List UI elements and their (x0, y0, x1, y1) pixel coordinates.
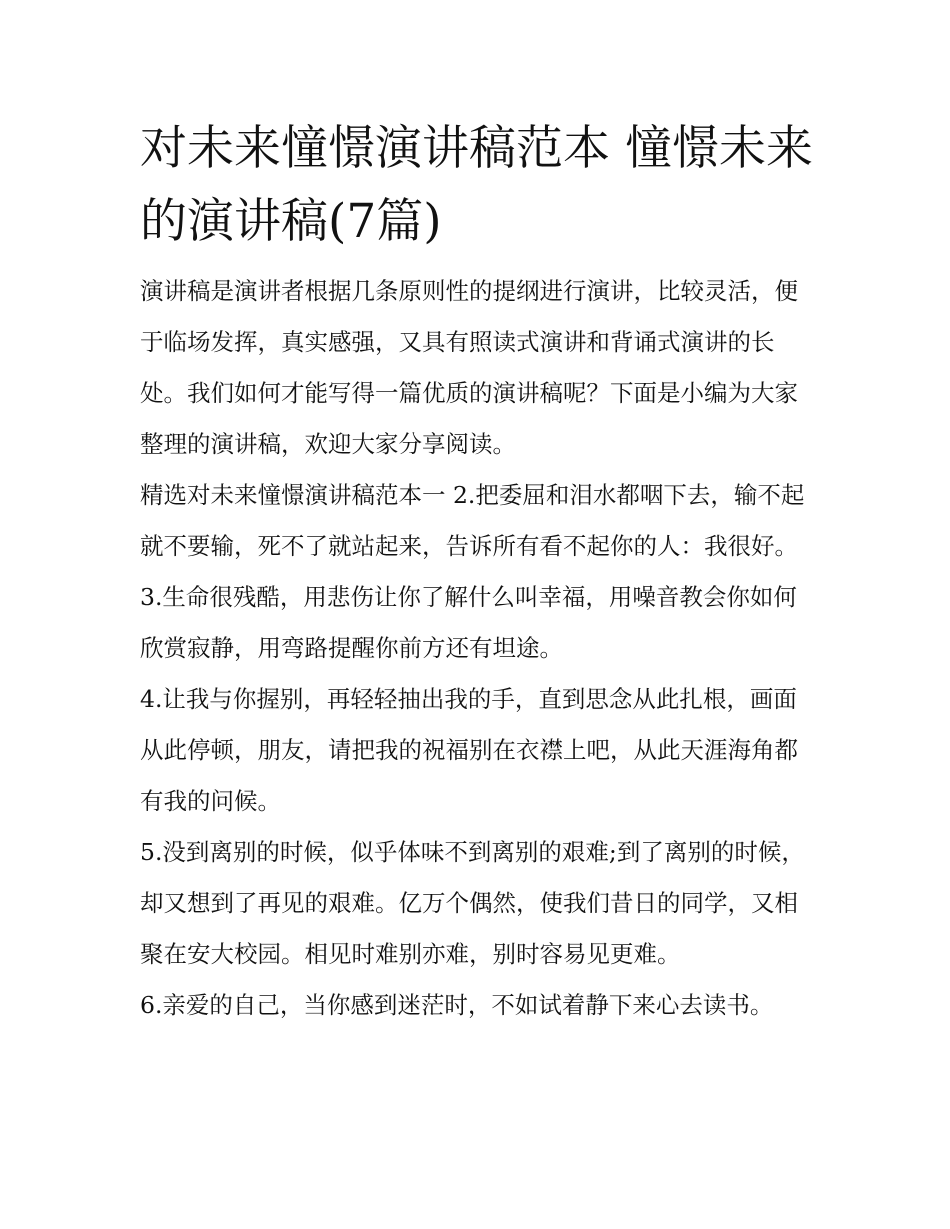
paragraph-item-3: 3.生命很残酷，用悲伤让你了解什么叫幸福，用噪音教会你如何欣赏寂静，用弯路提醒你前方还有坦途。 (140, 583, 797, 662)
paragraph-item-6: 6.亲爱的自己，当你感到迷茫时，不如试着静下来心去读书。 (140, 991, 774, 1019)
intro-paragraph: 演讲稿是演讲者根据几条原则性的提纲进行演讲，比较灵活，便于临场发挥，真实感强，又具有照读式演讲和背诵式演讲的长处。我们如何才能写得一篇优质的演讲稿呢？下面是小编为大家整理的演讲稿，欢迎大家分享阅读。 (140, 277, 798, 458)
paragraph-item-4: 4.让我与你握别，再轻轻抽出我的手，直到思念从此扎根，画面从此停顿，朋友，请把我的祝福别在衣襟上吧，从此天涯海角都有我的问候。 (140, 685, 798, 815)
paragraph-item-2: 精选对未来憧憬演讲稿范本一 2.把委屈和泪水都咽下去，输不起就不要输，死不了就站起来，告诉所有看不起你的人：我很好。 (140, 481, 805, 560)
document-title: 对未来憧憬演讲稿范本 憧憬未来的演讲稿(7篇) (140, 121, 813, 249)
paragraph-item-5: 5.没到离别的时候，似乎体味不到离别的艰难;到了离别的时候，却又想到了再见的艰难。亿万个偶然，使我们昔日的同学，又相聚在安大校园。相见时难别亦难，别时容易见更难。 (140, 838, 805, 968)
document-body (140, 112, 816, 1031)
